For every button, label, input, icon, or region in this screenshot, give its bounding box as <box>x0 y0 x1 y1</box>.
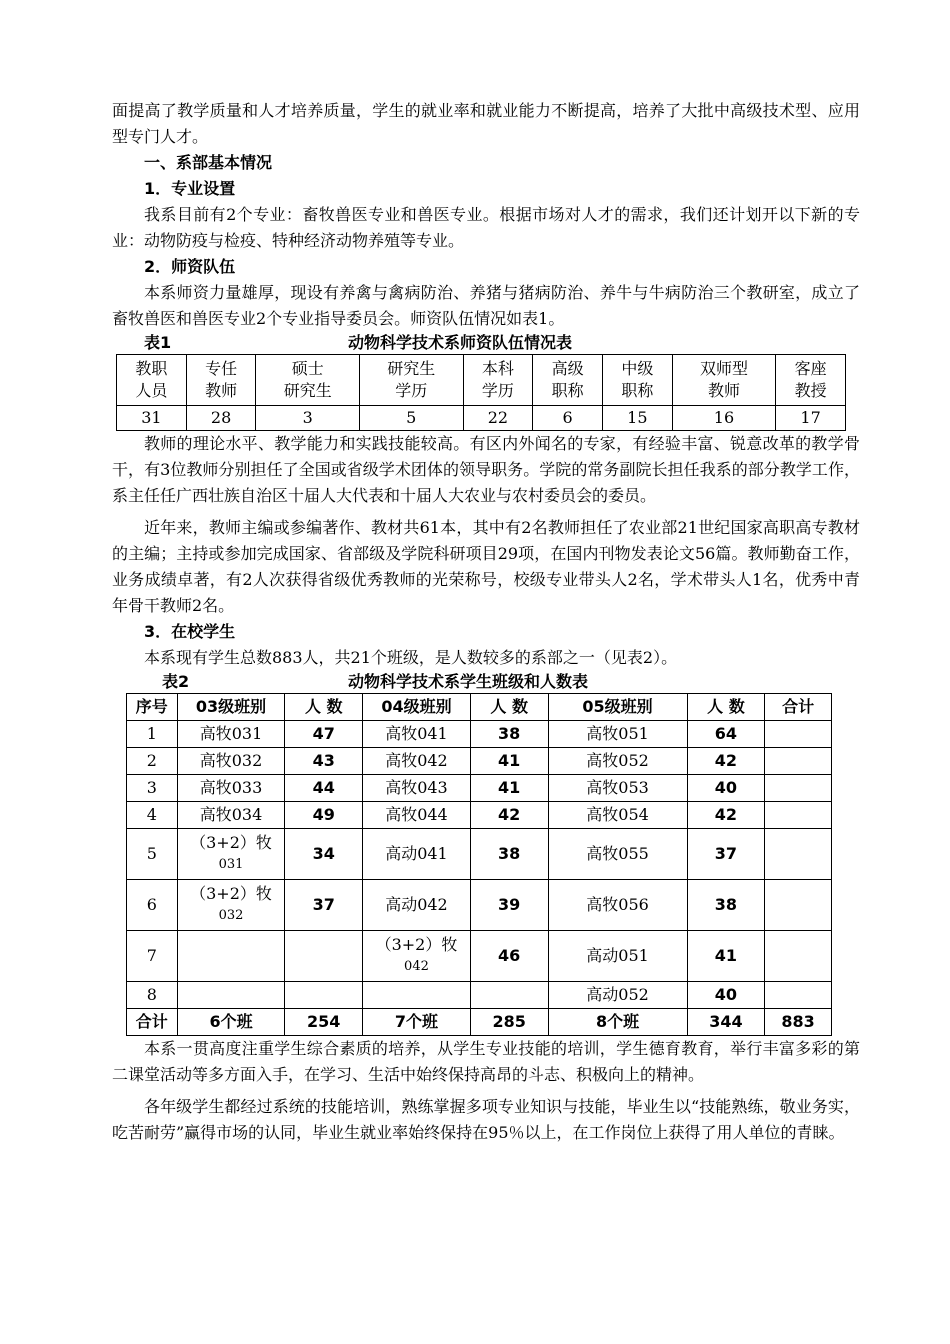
table-cell: 15 <box>602 406 672 431</box>
header-cell: 序号 <box>127 694 178 721</box>
paragraph: 本系一贯高度注重学生综合素质的培养，从学生专业技能的培训，学生德育教育，举行丰富多彩的第二课堂活动等多方面入手，在学习、生活中始终保持高昂的斗志、积极向上的精神。 <box>112 1039 860 1084</box>
paragraph: 教师的理论水平、教学能力和实践技能较高。有区内外闻名的专家，有经验丰富、锐意改革的教学骨干，有3位教师分别担任了全国或省级学术团体的领导职务。学院的常务副院长担任我系的部分教学工作，系主任任广西壮族自治区十届人大代表和十届人大农业与农村委员会的委员。 <box>112 434 860 505</box>
table-cell: 42 <box>687 748 765 775</box>
table-cell: 254 <box>285 1009 363 1036</box>
table-cell: 28 <box>186 406 256 431</box>
table-total-row <box>127 1009 832 1036</box>
table-cell: 8个班 <box>548 1009 687 1036</box>
table-cell: 5 <box>359 406 463 431</box>
table-cell: 344 <box>687 1009 765 1036</box>
header-cell: 客座 教授 <box>776 355 846 406</box>
table-cell: 37 <box>285 880 363 931</box>
paragraph: 各年级学生都经过系统的技能培训，熟练掌握多项专业知识与技能，毕业生以“技能熟练，敬业务实，吃苦耐劳”赢得市场的认同，毕业生就业率始终保持在95％以上，在工作岗位上获得了用人单位的青睐。 <box>112 1097 860 1142</box>
table2-caption <box>112 671 860 693</box>
table-row <box>127 775 832 802</box>
table-cell: 38 <box>470 721 548 748</box>
table-row <box>117 406 846 431</box>
table-cell: 高牧044 <box>363 802 471 829</box>
table-row <box>127 982 832 1009</box>
table1-label: 表1 <box>144 333 172 352</box>
table-cell <box>363 982 471 1009</box>
table-cell: 883 <box>765 1009 832 1036</box>
subsection-heading: 3．在校学生 <box>144 622 236 641</box>
table-cell: 22 <box>463 406 533 431</box>
table-cell: 49 <box>285 802 363 829</box>
header-cell: 人 数 <box>687 694 765 721</box>
table-cell <box>470 982 548 1009</box>
table-cell: 2 <box>127 748 178 775</box>
table-row <box>127 931 832 982</box>
table1-title: 动物科学技术系师资队伍情况表 <box>348 333 573 352</box>
table-cell: 高动052 <box>548 982 687 1009</box>
header-cell: 人 数 <box>470 694 548 721</box>
table-cell: 合计 <box>127 1009 178 1036</box>
table-cell: （3+2）牧 031 <box>177 829 285 880</box>
table-cell: 64 <box>687 721 765 748</box>
table-cell: 高牧053 <box>548 775 687 802</box>
header-cell: 研究生 学历 <box>359 355 463 406</box>
table-row <box>127 748 832 775</box>
table-cell: 高牧033 <box>177 775 285 802</box>
table-cell: 40 <box>687 982 765 1009</box>
paragraph: 面提高了教学质量和人才培养质量，学生的就业率和就业能力不断提高，培养了大批中高级技术型、应用型专门人才。 <box>112 101 860 146</box>
table-row <box>127 880 832 931</box>
table-cell: 34 <box>285 829 363 880</box>
table-cell: 高牧034 <box>177 802 285 829</box>
table1-caption <box>112 332 860 354</box>
table-cell: 1 <box>127 721 178 748</box>
table-cell: 高牧056 <box>548 880 687 931</box>
table-cell: 高牧055 <box>548 829 687 880</box>
table-cell: 43 <box>285 748 363 775</box>
header-cell: 本科 学历 <box>463 355 533 406</box>
table-cell <box>765 802 832 829</box>
table-cell: 42 <box>470 802 548 829</box>
table-cell: 3 <box>256 406 360 431</box>
header-cell: 05级班别 <box>548 694 687 721</box>
table-cell: 285 <box>470 1009 548 1036</box>
table-cell: 高牧041 <box>363 721 471 748</box>
table-cell: 6 <box>127 880 178 931</box>
table-cell: 高牧032 <box>177 748 285 775</box>
paragraph: 本系师资力量雄厚，现设有养禽与禽病防治、养猪与猪病防治、养牛与牛病防治三个教研室，成立了畜牧兽医和兽医专业2个专业指导委员会。师资队伍情况如表1。 <box>112 283 860 328</box>
table-cell: 高牧054 <box>548 802 687 829</box>
table-cell: 7 <box>127 931 178 982</box>
table-cell: 41 <box>687 931 765 982</box>
table-cell: 高牧031 <box>177 721 285 748</box>
table-cell: 44 <box>285 775 363 802</box>
students-table <box>126 693 832 1036</box>
table-cell <box>765 721 832 748</box>
table-cell: 42 <box>687 802 765 829</box>
header-cell: 人 数 <box>285 694 363 721</box>
table-header-row <box>117 355 846 406</box>
header-cell: 硕士 研究生 <box>256 355 360 406</box>
paragraph: 本系现有学生总数883人，共21个班级，是人数较多的系部之一（见表2）。 <box>144 648 678 667</box>
table-cell <box>177 982 285 1009</box>
table-cell: 37 <box>687 829 765 880</box>
table-cell: 高牧051 <box>548 721 687 748</box>
table-cell: 8 <box>127 982 178 1009</box>
table2-title: 动物科学技术系学生班级和人数表 <box>348 672 589 691</box>
table-cell: 41 <box>470 775 548 802</box>
table-row <box>127 721 832 748</box>
table-row <box>127 829 832 880</box>
header-cell: 教职 人员 <box>117 355 187 406</box>
faculty-table <box>116 354 846 431</box>
document-page <box>112 98 860 1146</box>
header-cell: 04级班别 <box>363 694 471 721</box>
header-cell: 03级班别 <box>177 694 285 721</box>
table-cell <box>765 829 832 880</box>
table-header-row <box>127 694 832 721</box>
table-cell <box>177 931 285 982</box>
table-cell: 高动042 <box>363 880 471 931</box>
paragraph: 我系目前有2个专业：畜牧兽医专业和兽医专业。根据市场对人才的需求，我们还计划开以下新的专业：动物防疫与检疫、特种经济动物养殖等专业。 <box>112 205 860 250</box>
header-cell: 合计 <box>765 694 832 721</box>
header-cell: 专任 教师 <box>186 355 256 406</box>
table-cell: 38 <box>687 880 765 931</box>
table-cell: 3 <box>127 775 178 802</box>
table-cell: 高动041 <box>363 829 471 880</box>
table-cell: （3+2）牧 032 <box>177 880 285 931</box>
table-cell <box>765 748 832 775</box>
table-cell: 39 <box>470 880 548 931</box>
table-cell: 38 <box>470 829 548 880</box>
paragraph: 近年来，教师主编或参编著作、教材共61本，其中有2名教师担任了农业部21世纪国家高职高专教材的主编；主持或参加完成国家、省部级及学院科研项目29项，在国内刊物发表论文56篇。教师勤奋工作，业务成绩卓著，有2人次获得省级优秀教师的光荣称号，校级专业带头人2名，学术带头人1名，优秀中青年骨干教师2名。 <box>112 518 860 615</box>
table-row <box>127 802 832 829</box>
table-cell: 40 <box>687 775 765 802</box>
table-cell: 高动051 <box>548 931 687 982</box>
table-cell: 41 <box>470 748 548 775</box>
table-cell: 5 <box>127 829 178 880</box>
table2-label: 表2 <box>162 672 190 691</box>
table-cell <box>765 931 832 982</box>
table-cell: 高牧052 <box>548 748 687 775</box>
header-cell: 双师型 教师 <box>672 355 776 406</box>
table-cell <box>285 982 363 1009</box>
table-cell: 17 <box>776 406 846 431</box>
table-cell: 16 <box>672 406 776 431</box>
table-cell <box>765 775 832 802</box>
table-cell: 6 <box>533 406 603 431</box>
table-cell <box>765 880 832 931</box>
table-cell: 31 <box>117 406 187 431</box>
table-cell: 高牧043 <box>363 775 471 802</box>
table-cell <box>765 982 832 1009</box>
table-cell: （3+2）牧 042 <box>363 931 471 982</box>
header-cell: 中级 职称 <box>602 355 672 406</box>
section-heading: 一、系部基本情况 <box>144 153 273 172</box>
table-cell: 47 <box>285 721 363 748</box>
table-cell: 高牧042 <box>363 748 471 775</box>
table-cell: 7个班 <box>363 1009 471 1036</box>
subsection-heading: 1．专业设置 <box>144 179 236 198</box>
table-cell <box>285 931 363 982</box>
table-cell: 4 <box>127 802 178 829</box>
table-cell: 6个班 <box>177 1009 285 1036</box>
subsection-heading: 2．师资队伍 <box>144 257 236 276</box>
header-cell: 高级 职称 <box>533 355 603 406</box>
table-cell: 46 <box>470 931 548 982</box>
